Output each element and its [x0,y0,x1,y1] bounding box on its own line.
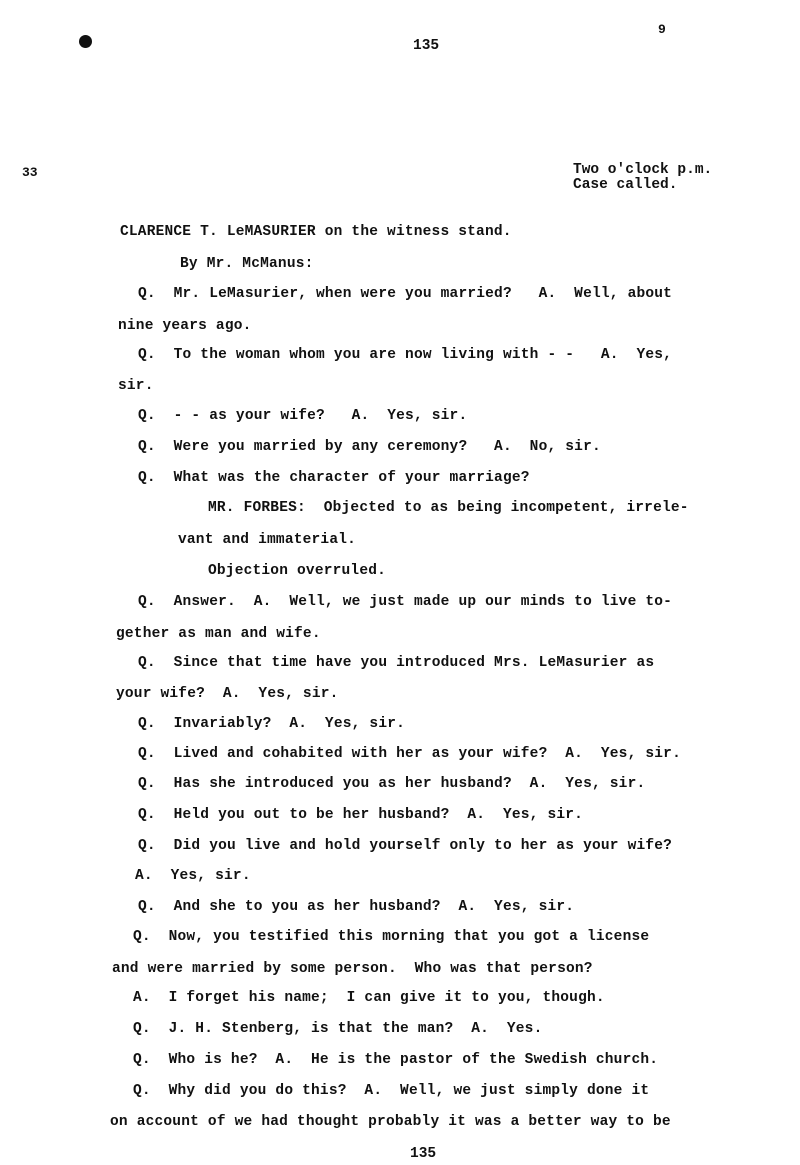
transcript-line: sir. [118,378,154,394]
transcript-line: Q. What was the character of your marriage? [138,470,530,486]
transcript-line: Q. Now, you testified this morning that you got a license [133,929,650,945]
transcript-line: Q. And she to you as her husband? A. Yes, sir. [138,899,575,915]
corner-mark: 9 [658,22,666,37]
transcript-line: A. I forget his name; I can give it to you, though. [133,990,605,1006]
page-number-top: 135 [413,38,440,54]
binder-hole-mark [79,35,92,48]
transcript-line: and were married by some person. Who was that person? [112,961,593,977]
transcript-line: Q. Answer. A. Well, we just made up our minds to live to- [138,594,673,610]
transcript-line: Q. Did you live and hold yourself only to her as your wife? [138,838,673,854]
transcript-line: By Mr. McManus: [180,256,314,272]
transcript-line: gether as man and wife. [116,626,321,642]
time-note-line-1: Two o'clock p.m. [573,162,713,178]
transcript-line: Q. Has she introduced you as her husband? A. Yes, sir. [138,776,646,792]
transcript-line: on account of we had thought probably it was a better way to be [110,1114,671,1130]
transcript-line: Q. To the woman whom you are now living with - - A. Yes, [138,347,673,363]
transcript-line: Q. Held you out to be her husband? A. Yes, sir. [138,807,584,823]
page-number-bottom: 135 [410,1146,437,1162]
transcript-line: Q. J. H. Stenberg, is that the man? A. Yes. [133,1021,543,1037]
transcript-line: nine years ago. [118,318,252,334]
transcript-line: MR. FORBES: Objected to as being incompetent, irrele- [208,500,689,516]
transcript-line: Q. Since that time have you introduced Mrs. LeMasurier as [138,655,655,671]
transcript-line: Objection overruled. [208,563,387,579]
transcript-line: your wife? A. Yes, sir. [116,686,339,702]
transcript-line: Q. Mr. LeMasurier, when were you married? A. Well, about [138,286,673,302]
transcript-line: CLARENCE T. LeMASURIER on the witness stand. [120,224,512,240]
transcript-line: Q. Why did you do this? A. Well, we just simply done it [133,1083,650,1099]
transcript-line: Q. - - as your wife? A. Yes, sir. [138,408,468,424]
transcript-line: vant and immaterial. [178,532,357,548]
transcript-line: Q. Invariably? A. Yes, sir. [138,716,406,732]
transcript-line: Q. Lived and cohabited with her as your wife? A. Yes, sir. [138,746,681,762]
time-note-line-2: Case called. [573,177,678,193]
transcript-line: Q. Who is he? A. He is the pastor of the Swedish church. [133,1052,659,1068]
margin-number: 33 [22,165,38,180]
transcript-line: A. Yes, sir. [135,868,251,884]
transcript-line: Q. Were you married by any ceremony? A. No, sir. [138,439,601,455]
